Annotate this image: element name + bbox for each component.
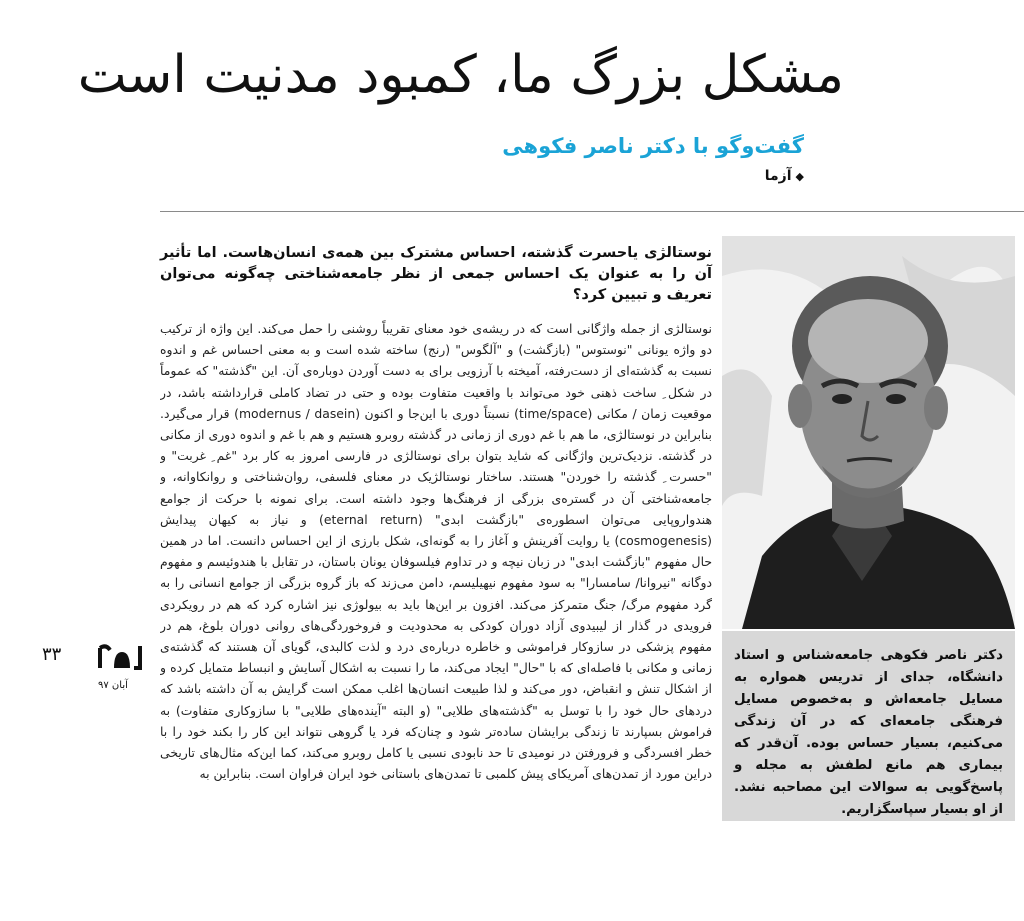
portrait-photo bbox=[722, 236, 1015, 629]
author-name: آزما bbox=[764, 168, 792, 184]
article-body: نوستالژی از جمله واژگانی است که در ریشه‌ی خود معنای تقریباً روشنی را حمل می‌کند. این واژه از ترکیب دو واژه یونانی "نوستوس" (بازگشت) و "آلگوس" (رنج) ساخته شده است و به معنی احساس غم و اندوه نسبت به گذشته‌ای از دست‌رفته، آمیخته با آرزویی برای به دست آوردن دوباره‌ی آن. این "گذشته" که عموماً در شکل ِ ساخت ذهنی خود می‌تواند با واقعیت متفاوت بوده و حتی در تضاد کاملی قرارداشته باشد، در موقعیت زمان / مکانی (time/space) نسبتاً دوری با این‌جا و اکنون (modernus / dasein) قرار می‌گیرد. بنابراین در نوستالژی، ما هم با غم دوری از زمانی در گذشته روبرو هستیم و هم با غم و اندوه دوری از مکانی در گذشته. نزدیک‌ترین واژگانی که شاید بتوان برای نوستالژی در فارسی امروز به کار برد "غم ِ غربت" و "حسرت ِ گذشته را خوردن" هستند. ساختار نوستالژیک در معنای فلسفی، روان‌شناختی و روانکاوانه، و جامعه‌شناختی آن در گستره‌ی بزرگی از فرهنگ‌ها وجود داشته است. برای نمونه با حرکت از جوامع هندواروپایی می‌توان اسطوره‌ی "بازگشت ابدی" (eternal return) و نیاز به کیهان پیدایش (cosmogenesis) یا روایت آفرینش و آغاز را به گونه‌ای، شکل بارزی از این احساس دانست. اما در همین حال مفهوم "بازگشت ابدی" در زبان نیچه و در تداوم فیلسوفان یونان باستان، در تقابل با هندوئیسم و مفهوم دوگانه "نیروانا/ سامسارا" به سود مفهوم نیهیلیسم، دامن می‌زند که باز گروه بزرگی از جوامع انسانی را به گرد مفهوم مرگ/ جنگ متمرکز می‌کند. افزون بر این‌ها باید به بیولوژی نیز اشاره کرد که هم در رویکردی فرویدی در گذار از لیبیدوی آزاد دوران کودکی به محدودیت و فروخوردگی‌های روانی دوران بلوغ، هم در مفهوم پزشکی در سازوکار فراموشی و خاطره درباره‌ی درد و لذت کالبدی، گویای آن هستند که گذشته‌ی زمانی و مکانی با فاصله‌ای که با "حال" ایجاد می‌کند، ما را نسبت به اشکال آسایش و انبساط متمایل کرده و از اشکال تنش و انقباض، دور می‌کند و لذا طبیعت انسان‌ها اغلب ممکن است گرایش به آن داشته باشد که دردهای حال خود را با توسل به "گذشته‌های طلایی" (و البته "آینده‌های طلایی" با سازوکاری متفاوت) به فراموش بسپارند تا زندگی برایشان ساده‌تر شود و چنان‌که فرد یا گروهی نتواند این کار را بکند خود را با خطر افسردگی و فرورفتن در نومیدی تا حد نابودی نسبی یا کامل روبرو می‌کند، کما این‌که مثال‌های تاریخی دراین مورد از تمدن‌های آمریکای پیش کلمبی تا تمدن‌های باستانی خود ایران فراوان است. بنابراین به bbox=[160, 321, 712, 782]
caption-box bbox=[722, 631, 1015, 821]
portrait-illustration bbox=[722, 236, 1015, 629]
article-subtitle: گفت‌وگو با دکتر ناصر فکوهی bbox=[502, 134, 804, 158]
issue-date: آبان ۹۷ bbox=[98, 680, 128, 691]
azma-logo-icon bbox=[96, 642, 144, 672]
diamond-bullet-icon: ◆ bbox=[795, 170, 804, 183]
author-line bbox=[504, 168, 804, 184]
page-number: ۳۳ bbox=[42, 644, 62, 665]
article-title: مشکل بزرگ ما، کمبود مدنیت است bbox=[77, 45, 844, 105]
photo-caption: دکتر ناصر فکوهی جامعه‌شناس و استاد دانشگاه، جدای از تدریس همواره به مسایل جامعه‌اش و به‌خصوص مسایل فرهنگی جامعه‌ای که در آن زندگی می‌کنیم، بسیار حساس بوده. آن‌قدر که بیماری هم مانع لطفش به مجله و پاسخ‌گویی به سوالات این مصاحبه نشد. از او بسیار سپاسگزاریم. bbox=[734, 648, 1003, 817]
header-divider bbox=[160, 211, 1024, 212]
interview-question: نوستالژی یاحسرت گذشته، احساس مشترک بین همه‌ی انسان‌هاست. اما تأثیر آن را به عنوان یک احساس جمعی از نظر جامعه‌شناختی چه‌گونه می‌توان تعریف و تبیین کرد؟ bbox=[160, 245, 712, 303]
